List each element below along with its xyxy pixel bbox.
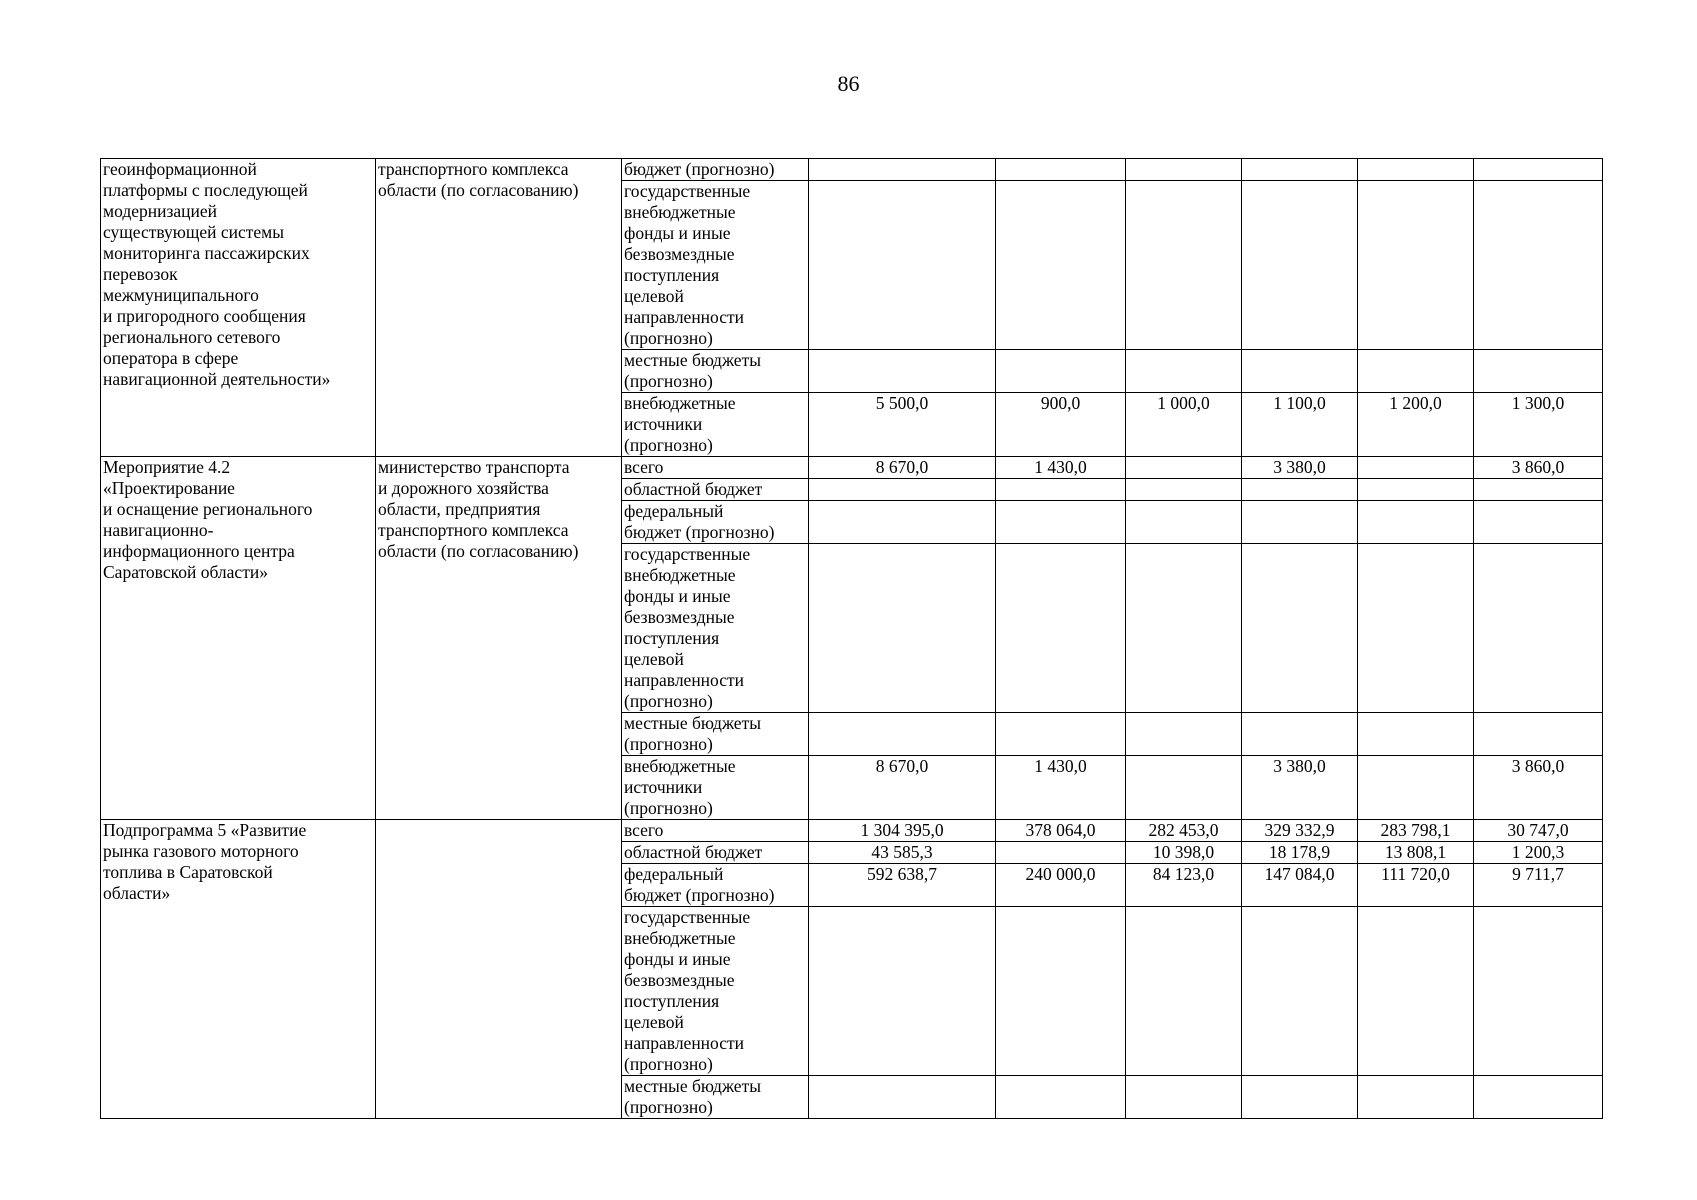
amount-cell <box>1242 501 1358 544</box>
amount-cell <box>1474 713 1603 756</box>
funding-source-cell: местные бюджеты (прогнозно) <box>622 350 809 393</box>
amount-cell <box>809 544 996 713</box>
amount-cell <box>809 479 996 501</box>
amount-cell: 30 747,0 <box>1474 820 1603 842</box>
amount-cell: 8 670,0 <box>809 457 996 479</box>
amount-cell <box>996 181 1126 350</box>
amount-cell <box>1126 1076 1242 1119</box>
amount-cell: 3 380,0 <box>1242 457 1358 479</box>
amount-cell <box>1242 350 1358 393</box>
amount-cell <box>1474 181 1603 350</box>
amount-cell <box>1474 479 1603 501</box>
funding-source-cell: бюджет (прогнозно) <box>622 159 809 181</box>
amount-cell <box>1126 159 1242 181</box>
funding-source-cell: государственные внебюджетные фонды и иные безвозмездные поступления целевой направленности (прогнозно) <box>622 181 809 350</box>
amount-cell <box>1242 181 1358 350</box>
amount-cell <box>1126 501 1242 544</box>
amount-cell <box>1126 350 1242 393</box>
amount-cell: 282 453,0 <box>1126 820 1242 842</box>
funding-source-cell: местные бюджеты (прогнозно) <box>622 1076 809 1119</box>
table-row <box>101 820 1603 842</box>
amount-cell <box>1358 544 1474 713</box>
amount-cell: 13 808,1 <box>1358 842 1474 864</box>
funding-source-cell: государственные внебюджетные фонды и иные безвозмездные поступления целевой направленности (прогнозно) <box>622 544 809 713</box>
amount-cell: 1 200,3 <box>1474 842 1603 864</box>
amount-cell <box>996 350 1126 393</box>
amount-cell: 378 064,0 <box>996 820 1126 842</box>
amount-cell <box>1474 544 1603 713</box>
amount-cell <box>809 350 996 393</box>
funding-source-cell: государственные внебюджетные фонды и иные безвозмездные поступления целевой направленности (прогнозно) <box>622 907 809 1076</box>
funding-source-cell: областной бюджет <box>622 842 809 864</box>
amount-cell: 592 638,7 <box>809 864 996 907</box>
amount-cell <box>996 544 1126 713</box>
amount-cell <box>1358 1076 1474 1119</box>
amount-cell <box>996 842 1126 864</box>
amount-cell: 1 300,0 <box>1474 393 1603 457</box>
funding-source-cell: всего <box>622 457 809 479</box>
amount-cell <box>1474 907 1603 1076</box>
amount-cell: 1 304 395,0 <box>809 820 996 842</box>
measure-name-cell: геоинформационной платформы с последующей модернизацией существующей системы мониторинга пассажирских перевозок межмуниципального и пригородного сообщения регионального сетевого оператора в сфере навигационной деятельности» <box>101 159 376 457</box>
amount-cell: 1 200,0 <box>1358 393 1474 457</box>
amount-cell <box>1126 544 1242 713</box>
amount-cell <box>1126 457 1242 479</box>
amount-cell <box>996 501 1126 544</box>
table-row <box>101 159 1603 181</box>
amount-cell <box>1126 907 1242 1076</box>
funding-source-cell: федеральный бюджет (прогнозно) <box>622 864 809 907</box>
amount-cell: 43 585,3 <box>809 842 996 864</box>
executor-cell: министерство транспорта и дорожного хозяйства области, предприятия транспортного комплекса области (по согласованию) <box>376 457 622 820</box>
budget-table <box>100 158 1603 1119</box>
amount-cell: 147 084,0 <box>1242 864 1358 907</box>
amount-cell: 1 430,0 <box>996 457 1126 479</box>
amount-cell <box>1358 457 1474 479</box>
amount-cell <box>996 713 1126 756</box>
measure-name-cell: Мероприятие 4.2 «Проектирование и оснащение регионального навигационно- информационного центра Саратовской области» <box>101 457 376 820</box>
amount-cell <box>1358 479 1474 501</box>
measure-name-cell: Подпрограмма 5 «Развитие рынка газового моторного топлива в Саратовской области» <box>101 820 376 1119</box>
executor-cell: транспортного комплекса области (по согласованию) <box>376 159 622 457</box>
amount-cell <box>1126 756 1242 820</box>
amount-cell: 1 430,0 <box>996 756 1126 820</box>
amount-cell: 9 711,7 <box>1474 864 1603 907</box>
amount-cell <box>809 1076 996 1119</box>
amount-cell: 10 398,0 <box>1126 842 1242 864</box>
amount-cell: 5 500,0 <box>809 393 996 457</box>
amount-cell <box>1358 756 1474 820</box>
amount-cell <box>996 159 1126 181</box>
amount-cell <box>1242 544 1358 713</box>
amount-cell <box>809 713 996 756</box>
amount-cell: 329 332,9 <box>1242 820 1358 842</box>
amount-cell: 111 720,0 <box>1358 864 1474 907</box>
amount-cell: 18 178,9 <box>1242 842 1358 864</box>
amount-cell <box>1242 907 1358 1076</box>
funding-source-cell: внебюджетные источники (прогнозно) <box>622 756 809 820</box>
amount-cell <box>1242 1076 1358 1119</box>
funding-source-cell: местные бюджеты (прогнозно) <box>622 713 809 756</box>
page-number: 86 <box>837 71 860 96</box>
amount-cell <box>1474 159 1603 181</box>
amount-cell <box>996 907 1126 1076</box>
amount-cell <box>1242 713 1358 756</box>
amount-cell: 3 860,0 <box>1474 756 1603 820</box>
amount-cell: 1 000,0 <box>1126 393 1242 457</box>
amount-cell <box>1126 713 1242 756</box>
amount-cell <box>1474 1076 1603 1119</box>
amount-cell: 3 380,0 <box>1242 756 1358 820</box>
amount-cell <box>1358 350 1474 393</box>
amount-cell <box>1242 479 1358 501</box>
funding-source-cell: федеральный бюджет (прогнозно) <box>622 501 809 544</box>
amount-cell: 283 798,1 <box>1358 820 1474 842</box>
funding-source-cell: внебюджетные источники (прогнозно) <box>622 393 809 457</box>
amount-cell <box>996 1076 1126 1119</box>
amount-cell <box>1358 181 1474 350</box>
amount-cell <box>1474 501 1603 544</box>
amount-cell <box>1358 907 1474 1076</box>
amount-cell <box>1358 159 1474 181</box>
amount-cell <box>1242 159 1358 181</box>
funding-source-cell: областной бюджет <box>622 479 809 501</box>
amount-cell <box>1358 713 1474 756</box>
executor-cell <box>376 820 622 1119</box>
amount-cell <box>1358 501 1474 544</box>
amount-cell: 900,0 <box>996 393 1126 457</box>
amount-cell <box>996 479 1126 501</box>
amount-cell: 3 860,0 <box>1474 457 1603 479</box>
amount-cell <box>1474 350 1603 393</box>
funding-source-cell: всего <box>622 820 809 842</box>
amount-cell: 8 670,0 <box>809 756 996 820</box>
amount-cell <box>1126 181 1242 350</box>
amount-cell: 1 100,0 <box>1242 393 1358 457</box>
amount-cell <box>809 907 996 1076</box>
table-row <box>101 457 1603 479</box>
amount-cell: 240 000,0 <box>996 864 1126 907</box>
amount-cell <box>809 159 996 181</box>
amount-cell <box>809 501 996 544</box>
amount-cell: 84 123,0 <box>1126 864 1242 907</box>
amount-cell <box>1126 479 1242 501</box>
amount-cell <box>809 181 996 350</box>
